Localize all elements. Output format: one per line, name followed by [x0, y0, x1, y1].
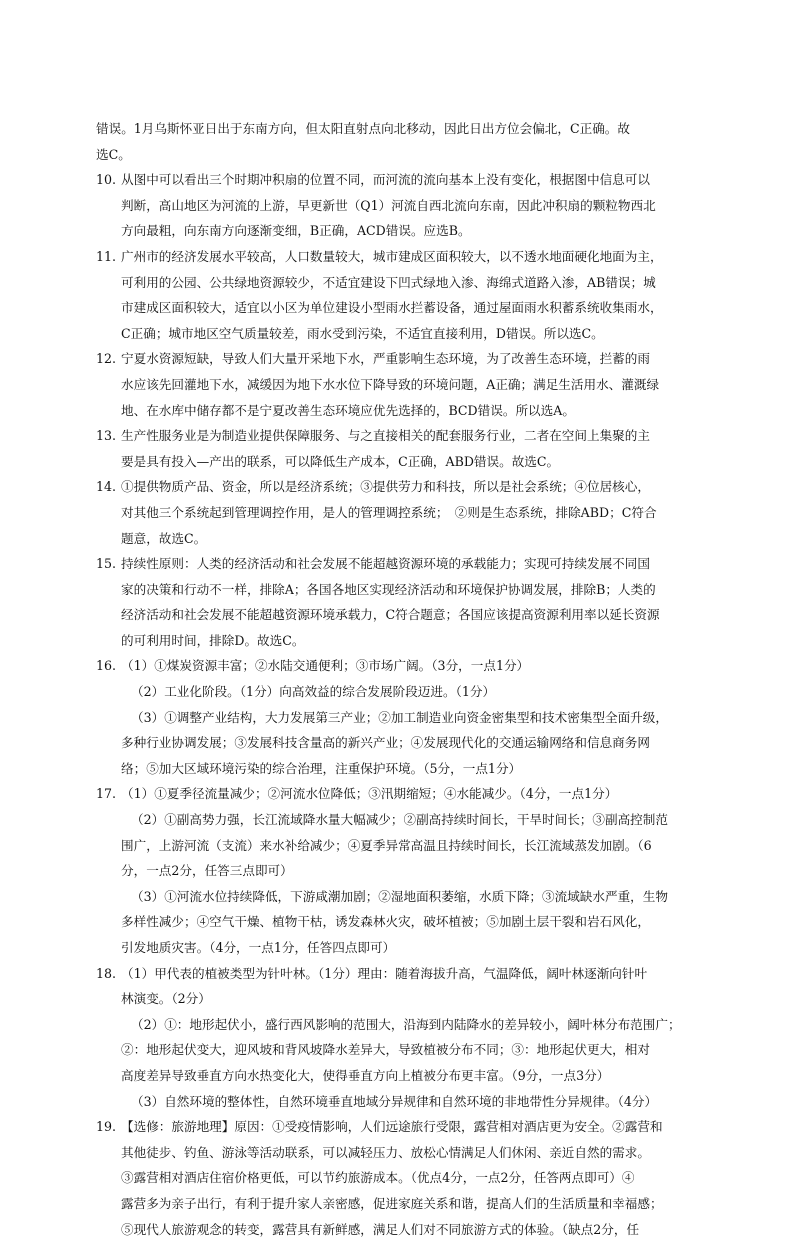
text-line: ①提供物质产品、资金，所以是经济系统；③提供劳力和科技，所以是社会系统；④位居核心， — [121, 479, 650, 495]
item-number: 13. — [96, 428, 117, 444]
item-body — [121, 474, 714, 551]
text-line: 的可利用时间，排除D。故选C。 — [121, 632, 305, 648]
text-line: 宁夏水资源短缺，导致人们大量开采地下水，严重影响生态环境，为了改善生态环境，拦蓄的雨 — [121, 351, 650, 367]
text-line: 围广，上游河流（支流）来水补给减少；④夏季异常高温且持续时间长，长江流域蒸发加剧。（6 — [121, 837, 652, 853]
item-number: 11. — [96, 248, 117, 264]
answer-item-19 — [96, 1114, 714, 1242]
answer-item-18 — [96, 961, 714, 1115]
item-number: 10. — [96, 172, 117, 188]
item-number: 17. — [96, 786, 117, 802]
text-line: 题意，故选C。 — [121, 530, 207, 546]
item-body — [121, 653, 714, 781]
item-body — [121, 551, 714, 653]
text-line: 要是具有投入—产出的联系，可以降低生产成本，C正确，ABD错误。故选C。 — [121, 453, 560, 469]
item-number: 16. — [96, 658, 117, 674]
sub-answer: （2）①副高势力强，长江流域降水量大幅减少；②副高持续时间长，干旱时间长；③副高控制范 — [131, 812, 668, 828]
text-line: 广州市的经济发展水平较高，人口数量较大，城市建成区面积较大，以不透水地面硬化地面为主， — [121, 248, 663, 264]
sub-answer: （3）自然环境的整体性，自然环境垂直地域分异规律和自然环境的非地带性分异规律。（4分） — [131, 1093, 658, 1109]
sub-answer: （1）①夏季径流量减少；②河流水位降低；③汛期缩短；④水能减少。（4分，一点1分） — [121, 786, 618, 802]
item-body — [121, 167, 714, 244]
text-line: 市建成区面积较大，适宜以小区为单位建设小型雨水拦蓄设备，通过屋面雨水积蓄系统收集雨水， — [121, 300, 663, 316]
answer-item-10 — [96, 167, 714, 244]
text-line: 多种行业协调发展；③发展科技含量高的新兴产业；④发展现代化的交通运输网络和信息商务网 — [121, 735, 650, 751]
text-line: 方向最粗，向东南方向逐渐变细，B正确，ACD错误。应选B。 — [121, 223, 471, 239]
answer-item-11 — [96, 244, 714, 346]
item-number: 14. — [96, 479, 117, 495]
text-line: 经济活动和社会发展不能超越资源环境承载力，C符合题意；各国应该提高资源利用率以延长资源 — [121, 607, 660, 623]
text-line: 露营多为亲子出行，有利于提升家人亲密感，促进家庭关系和谐，提高人们的生活质量和幸福感； — [121, 1195, 663, 1211]
sub-answer: （2）工业化阶段。（1分）向高效益的综合发展阶段迈进。（1分） — [131, 684, 496, 700]
text-line: 可利用的公园、公共绿地资源较少，不适宜建设下凹式绿地入渗、海绵式道路入渗，AB错误；城 — [121, 274, 656, 290]
item-body — [121, 961, 714, 1115]
text-line: 生产性服务业是为制造业提供保障服务、与之直接相关的配套服务行业，二者在空间上集聚的主 — [121, 428, 650, 444]
item-number: 18. — [96, 965, 117, 981]
text-line: 络；⑤加大区域环境污染的综合治理，注重保护环境。（5分，一点1分） — [121, 760, 522, 776]
sub-answer: （1）①煤炭资源丰富；②水陆交通便利；③市场广阔。（3分，一点1分） — [121, 658, 530, 674]
text-line: 选C。 — [96, 146, 131, 162]
text-line: 对其他三个系统起到管理调控作用，是人的管理调控系统； ②则是生态系统，排除ABD；C符合 — [121, 504, 657, 520]
answer-item-13 — [96, 423, 714, 474]
text-line: 高度差异导致垂直方向水热变化大，使得垂直方向上植被分布更丰富。（9分，一点3分） — [121, 1067, 610, 1083]
sub-answer: （1）甲代表的植被类型为针叶林。（1分）理由：随着海拔升高，气温降低，阔叶林逐渐向针叶 — [121, 965, 648, 981]
text-line: 【选修：旅游地理】原因：①受疫情影响，人们远途旅行受限，露营相对酒店更为安全。②露营和 — [121, 1119, 663, 1135]
text-line: ②：地形起伏变大，迎风坡和背风坡降水差异大，导致植被分布不同；③：地形起伏更大，相对 — [121, 1042, 650, 1058]
sub-answer: （2）①：地形起伏小，盛行西风影响的范围大，沿海到内陆降水的差异较小，阔叶林分布范围广； — [131, 1016, 681, 1032]
item-number: 12. — [96, 351, 117, 367]
answer-content — [96, 116, 714, 1242]
item-number: 19. — [96, 1119, 117, 1135]
answer-item-15 — [96, 551, 714, 653]
text-line: 分，一点2分，任答三点即可） — [121, 863, 293, 879]
answer-item-12 — [96, 346, 714, 423]
item-body — [121, 244, 714, 346]
answer-item-17 — [96, 781, 714, 960]
text-line: 错误。1月乌斯怀亚日出于东南方向，但太阳直射点向北移动，因此日出方位会偏北，C正确。故 — [96, 121, 630, 136]
text-line: 地、在水库中储存都不是宁夏改善生态环境应优先选择的，BCD错误。所以选A。 — [121, 402, 575, 418]
text-line: C正确；城市地区空气质量较差，雨水受到污染，不适宜直接利用，D错误。所以选C。 — [121, 325, 604, 341]
text-line: 判断，高山地区为河流的上游，早更新世（Q1）河流自西北流向东南，因此冲积扇的颗粒物西北 — [121, 197, 656, 213]
text-line: 家的决策和行动不一样，排除A；各国各地区实现经济活动和环境保护协调发展，排除B；人类的 — [121, 581, 656, 597]
text-line: 多样性减少；④空气干燥、植物干枯，诱发森林火灾，破坏植被；⑤加剧土层干裂和岩石风化， — [121, 914, 650, 930]
sub-answer: （3）①河流水位持续降低，下游咸潮加剧；②湿地面积萎缩，水质下降；③流域缺水严重，生物 — [131, 888, 668, 904]
item-body — [121, 346, 714, 423]
item-body — [121, 423, 714, 474]
text-line: 其他徒步、钓鱼、游泳等活动联系，可以减轻压力、放松心情满足人们休闲、亲近自然的需求。 — [121, 1144, 650, 1160]
sub-answer: （3）①调整产业结构，大力发展第三产业；②加工制造业向资金密集型和技术密集型全面升级， — [131, 709, 668, 725]
text-line: 从图中可以看出三个时期冲积扇的位置不同，而河流的流向基本上没有变化，根据图中信息可以 — [121, 172, 650, 188]
item-body — [121, 1114, 714, 1242]
text-line: ③露营相对酒店住宿价格更低，可以节约旅游成本。（优点4分，一点2分，任答两点即可）④ — [121, 1170, 635, 1186]
text-line: 引发地质灾害。（4分，一点1分，任答四点即可） — [121, 940, 396, 955]
answer-item-14 — [96, 474, 714, 551]
item-body — [121, 781, 714, 960]
text-line: 林演变。（2分） — [121, 991, 211, 1007]
intro-paragraph — [96, 116, 714, 167]
text-line: 水应该先回灌地下水，减缓因为地下水水位下降导致的环境问题，A正确；满足生活用水、灌溉绿 — [121, 376, 660, 392]
text-line: ⑤现代人旅游观念的转变，露营具有新鲜感，满足人们对不同旅游方式的体验。（缺点2分，任 — [121, 1221, 640, 1237]
text-line: 持续性原则：人类的经济活动和社会发展不能超越资源环境的承载能力；实现可持续发展不同国 — [121, 556, 650, 572]
item-number: 15. — [96, 556, 117, 572]
answer-item-16 — [96, 653, 714, 781]
